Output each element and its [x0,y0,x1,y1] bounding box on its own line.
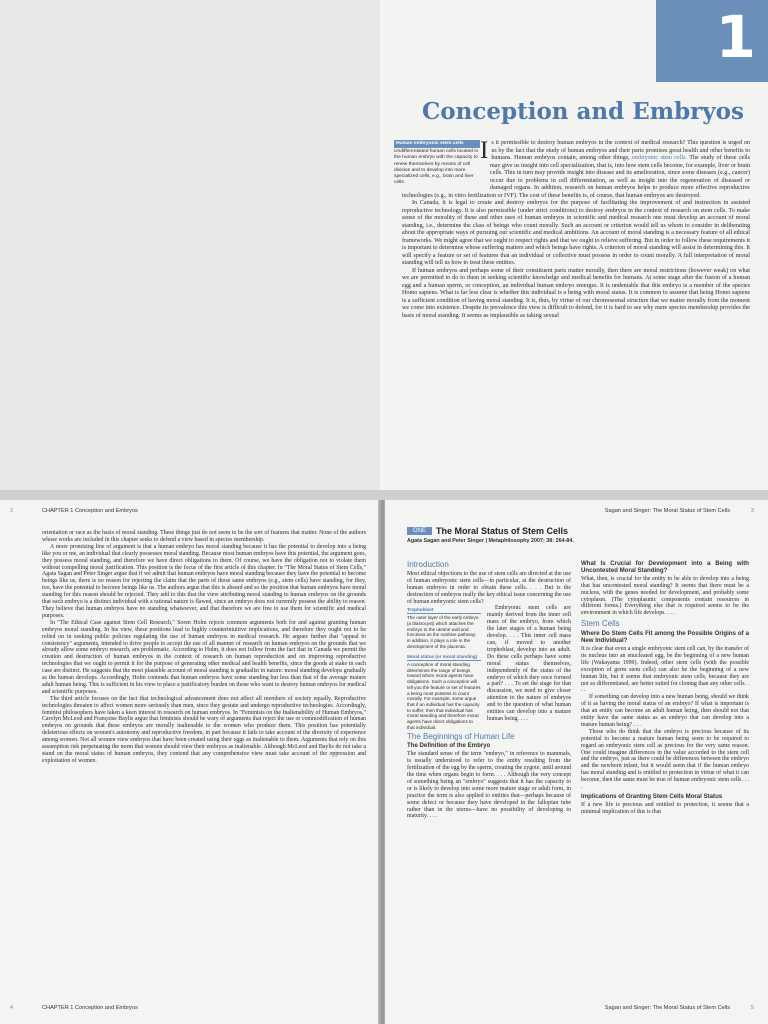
article-title: The Moral Status of Stem Cells [436,526,569,536]
body-paragraph: If a new life is precious and entitled to protection, it seems that a minimal implication of this is that [581,801,749,815]
next-page-folio: 5 [750,1005,754,1011]
next-page-running-head: CHAPTER 1 Conception and Embryos [42,1005,138,1011]
body-paragraph: orientation or race as the basis of moral standing. These things just do not seem to be the sort of features that matter. None of the authors whose works are included in this chapter seeks to defend a view based in species membership. [42,530,366,543]
body-paragraph: Most ethical objections to the use of stem cells are directed at the use of human embryonic stem cells—in particular, at the destruction of human embryos in order to obtain these cells. . . . But is the destruction of embryos really the key ethical issue concerning the use of human embryonic stem cells? [407,570,571,605]
subsection-heading: What Is Crucial for Development into a Being with Uncontested Moral Standing? [581,560,749,574]
page-folio: 3 [750,508,754,514]
blank-left-page [0,0,380,490]
page-body-text [42,530,366,765]
running-head: CHAPTER 1 Conception and Embryos [42,508,138,514]
sidebar-head: Moral status (or moral standing) [407,654,481,661]
next-page-folio: 4 [10,1005,14,1011]
margin-definition-body: Undifferentiated human cells located in the human embryo with the capacity to renew themselves by means of cell division and to develop into more specialized cells, e.g., brain and liver cells. [394,149,479,186]
chapter-number: 1 [715,3,756,71]
margin-definition-head: Human embryonic stem cells [394,140,480,148]
body-paragraph: If something can develop into a new human being, should we think of it as having the moral status of an embryo? If what is important is that an entity can become an adult human being, then should not that entity have the same status as an embryo that can develop into a mature human being? . . . [581,694,749,728]
page-3 [385,500,768,1024]
next-page-running-head: Sagan and Singer: The Moral Status of Stem Cells [604,1005,730,1011]
chapter-title: Conception and Embryos [422,98,744,125]
running-head: Sagan and Singer: The Moral Status of Stem Cells [604,508,730,514]
right-column [581,558,749,816]
article-header [407,526,757,544]
intro-paragraph: Is it permissible to destroy human embryos in the context of medical research? This question is urged on us by the fact that the study of human embryos and their parts promises great health and other benefits to humans. Human embryos contain, among other things, embryonic stem cells. The study of these cells may give us insight into cell specialization, that is, into how stem cells become, for example, liver or brain cells. This in turn may provide insight into disease and its amelioration, since some diseases (e.g., cancer) occur due to problems in cell differentiation, as well as insight into the regeneration of diseased or damaged organs. In addition, research on human embryos helps to produce more effective reproductive technologies (e.g., in vitro fertilization or IVF). The cost of these benefits is, of course, that human embryos are destroyed. [402,137,750,199]
sidebar-definition-moral-status [407,654,481,730]
article-authors: Agata Sagan and Peter Singer | Metaphilosophy 2007; 38: 264-84. [407,538,574,544]
section-heading: Stem Cells [581,619,620,629]
key-term: embryonic stem cells. [632,155,687,161]
body-paragraph: In "The Ethical Case against Stem Cell Research," Soren Holm rejects common arguments both for and against granting human embryos moral standing. In his view, these positions lead to highly counterintuitive implications, and therefore they ought not to be relied on in seeking public policies regulating the use of human embryos in medical research. He argues further that "appeal to consistency" arguments, intended to drive people to accept the use of all manner of research on human embryos on the grounds that we already allow some embryo research, are problematic. According to Holm, it does not follow from the fact that in Canada we permit the creation and destruction of human embryos in the context of research on human reproduction and on improving reproductive technologies that we ought to permit it for the purpose of generating other medical and health benefits, since the goods at stake in each case are distinct. He suggests that the most plausible account of moral standing is gradualist in nature: moral standing develops gradually as the human develops. Accordingly, Holm contends that human embryos have some standing but less than that of the average mature adult human being. This is sufficient in his view to place a justificatory burden on those who want to destroy human embryos for medical and scientific purposes. [42,619,366,695]
left-column [407,558,571,820]
sidebar-body: A conception of moral standing determines the range of beings toward whom moral agents have obligations. Such a conception will tell you the feature or set of features a being must possess to count morally. For example, some argue that if an individual has the capacity to suffer, then that individual has moral standing and therefore moral agents have direct obligations to that individual. [407,662,481,730]
body-paragraph: Embryonic stem cells are mainly derived from the inner cell mass of the embryo, from which the later stages of a human being develop. . . . This inner cell mass can, if moved to another trophoblast, develop into an adult. Do these cells perhaps have some moral status themselves, independently of the status of the embryo of which they once formed a part? . . . To set the stage for that discussion, we need to give closer attention to the nature of embryos and to the question of what human entities can develop into a mature human being. . . . [487,605,571,722]
section-heading: The Beginnings of Human Life [407,731,515,741]
sidebar-body: The outer layer of the early embryo (a blastocyst) which attaches the embryo to the uterine wall and functions as the nutritive pathway; in addition, it plays a role in the development of the placenta. [407,615,479,649]
body-paragraph: It is clear that even a single embryonic stem cell can, by the transfer of its nucleus into an enucleated egg, be the beginning of a new human life (Wakayama 1999). Indeed, other stem cells (with the possible exception of germ stem cells) can also be the beginning of a new human life, but it seems that embryonic stem cells, because they are not so differentiated, are better suited for cloning than any other cells. . . . [581,645,749,694]
subsection-heading: The Definition of the Embryo [407,742,491,750]
chapter-opening-page [380,0,768,490]
body-paragraph: The third article focuses on the fact that technological advancement does not affect all members of society equally. Reproductive technologies threaten to affect women more seriously than men, since they gestate and undergo reproductive technologies. Accordingly, feminist philosophers have taken a keen interest in research on human embryos. In "Feminists on the Inalienability of Human Embryos," Carolyn McLeod and Françoise Baylis argue that feminists should be wary of arguments that reject the use or commodification of human embryos on grounds that these embryos are morally inalienable to the women who produce them. This position has potentially deleterious effects on women's autonomy and reproductive freedom, in part because it fails to take account of the diversity of experience among women. Not all women view embryos that have been created using their eggs as inalienable to them. Arguments that rely on this assumption risk perpetuating the norm that women should view their embryos as inalienable. Although McLeod and Baylis do not take a stand on the moral status of human embryos, they contend that any comprehensive view must take account of the oppression and exploitation of women. [42,695,366,764]
body-paragraph: Those who do think that the embryo is precious because of its potential to become a mature human being seem to be required to regard an embryonic stem cell as precious for the very same reason. One could imagine differences in the value accorded to the stem cell and the embryo, just as there could be differences between the embryo and the newborn infant, but it would seem that if the human embryo has moral standing and is entitled to protection in virtue of what it can become, then the same must be true of human embryonic stem cells. . . . [581,728,749,791]
margin-definition-stem-cells [394,140,480,186]
chapter-intro-text [394,137,750,320]
body-paragraph: A more promising line of argument is that a human embryo has moral standing because it has the potential to develop into a being like you or me, an individual that clearly possesses moral standing. Because most human embryos have this potential, the argument goes, they possess moral standing, and therefore we have direct obligations to them. Of course, we have the obligation not to violate them without compelling moral justification. This position is the focus of the first article of this chapter. In "The Moral Status of Stem Cells," Agata Sagan and Peter Singer argue that if we admit that human embryos have moral standing because they have the potential to become beings like us, there is no reason for rejecting the claim that the parts of those same embryos (e.g., stem cells) have standing, for they, too, have the potential to become beings like us. The authors argue that this is absurd and so the position that human embryos have moral standing for this reason should be rejected. They add to this that the view attributing moral standing to human embryos on the grounds that each embryo is a distinct individual with a rational nature is flawed, since an embryo does not currently possess the ability to reason. They believe that human embryos have no standing whatsoever, and that therefore we are free to use them for scientific and medical purposes. [42,543,366,619]
subsection-heading: Where Do Stem Cells Fit among the Possible Origins of a New Individual? [581,630,749,645]
body-paragraph: If human embryos and perhaps some of their constituent parts matter morally, then there are moral restrictions (however weak) on what we are permitted to do to them in seeking scientific knowledge and medical benefits for humans. At some stage after the fusion of a human egg and a human sperm, or conception, an individual human embryo emerges. It is undeniable that this embryo is a member of the species Homo sapiens. What is far less clear is whether this individual is a being with moral status. It is common to assume that being Homo sapiens is a sufficient condition of having moral standing. It is, thus, by virtue of our chromosomal structure that we matter morally from the moment we come into existence. Despite its prevalence this view is difficult to defend, for it is hard to see why mere species membership provides the basis of moral standing. It seems as implausible as taking sexual [402,267,750,319]
page-2 [0,500,380,1024]
section-heading: Introduction [407,560,449,569]
sidebar-definition-trophoblast [407,607,481,649]
body-paragraph: The standard sense of the term "embryo," in reference to mammals, is usually understood to refer to the entity resulting from the fertilization of the egg by the sperm, creating the zygote, until around the time when organs begin to form. . . . Although the very concept of something being an "embryo" suggests that it has the capacity to or is likely to develop into some more mature stage or adult form, in practice the term is also applied to entities that—perhaps because of some defect or because they have developed in the fallopian tube rather than in the uterus—have no possibility of developing to maturity. . . . [407,751,571,820]
chapter-number-tab [656,0,768,82]
drop-cap: I [480,137,489,164]
body-paragraph: In Canada, it is legal to create and destroy embryos for the purpose of facilitating the improvement of and instruction in assisted reproductive technology. It is also permissible (under strict conditions) to destroy embryos in the context of research on stem cells. To make sense of the morality of these and other uses of human embryos in scientific and medical research one must develop an account of moral standing, i.e., determine the class of beings who count morally. Such an account or criterion would tell us whom to consider in deliberating about the appropriate ways of pursuing our scientific and medical ambitions. An account of moral standing is a necessary feature of all ethical frameworks. We might agree that we ought to respect rights and that we ought to relieve suffering. But in order to follow these requirements it is important to determine whose suffering matters and which beings have rights. A criterion of moral standing will assist in determining this. It will specify a feature or set of features that an individual or collective must possess in order to count morally. A full interpretation of moral standing will tell us how to treat these entities. [402,200,750,266]
sidebar-head: Trophoblast [407,607,481,614]
subsection-heading: Implications of Granting Stem Cells Moral Status [581,793,723,800]
body-paragraph: What, then, is crucial for the entity to be able to develop into a being that has uncontested moral standing? It seems that there must be a nucleus, with the genes needed for development, and probably some cytoplasm. (The cytoplasmic components contain resources in different forms.) Everything else that is required seems to be the environment in which life develops. . . . [581,575,749,617]
reading-number-badge: ONE [407,527,432,535]
page-folio: 2 [10,508,14,514]
